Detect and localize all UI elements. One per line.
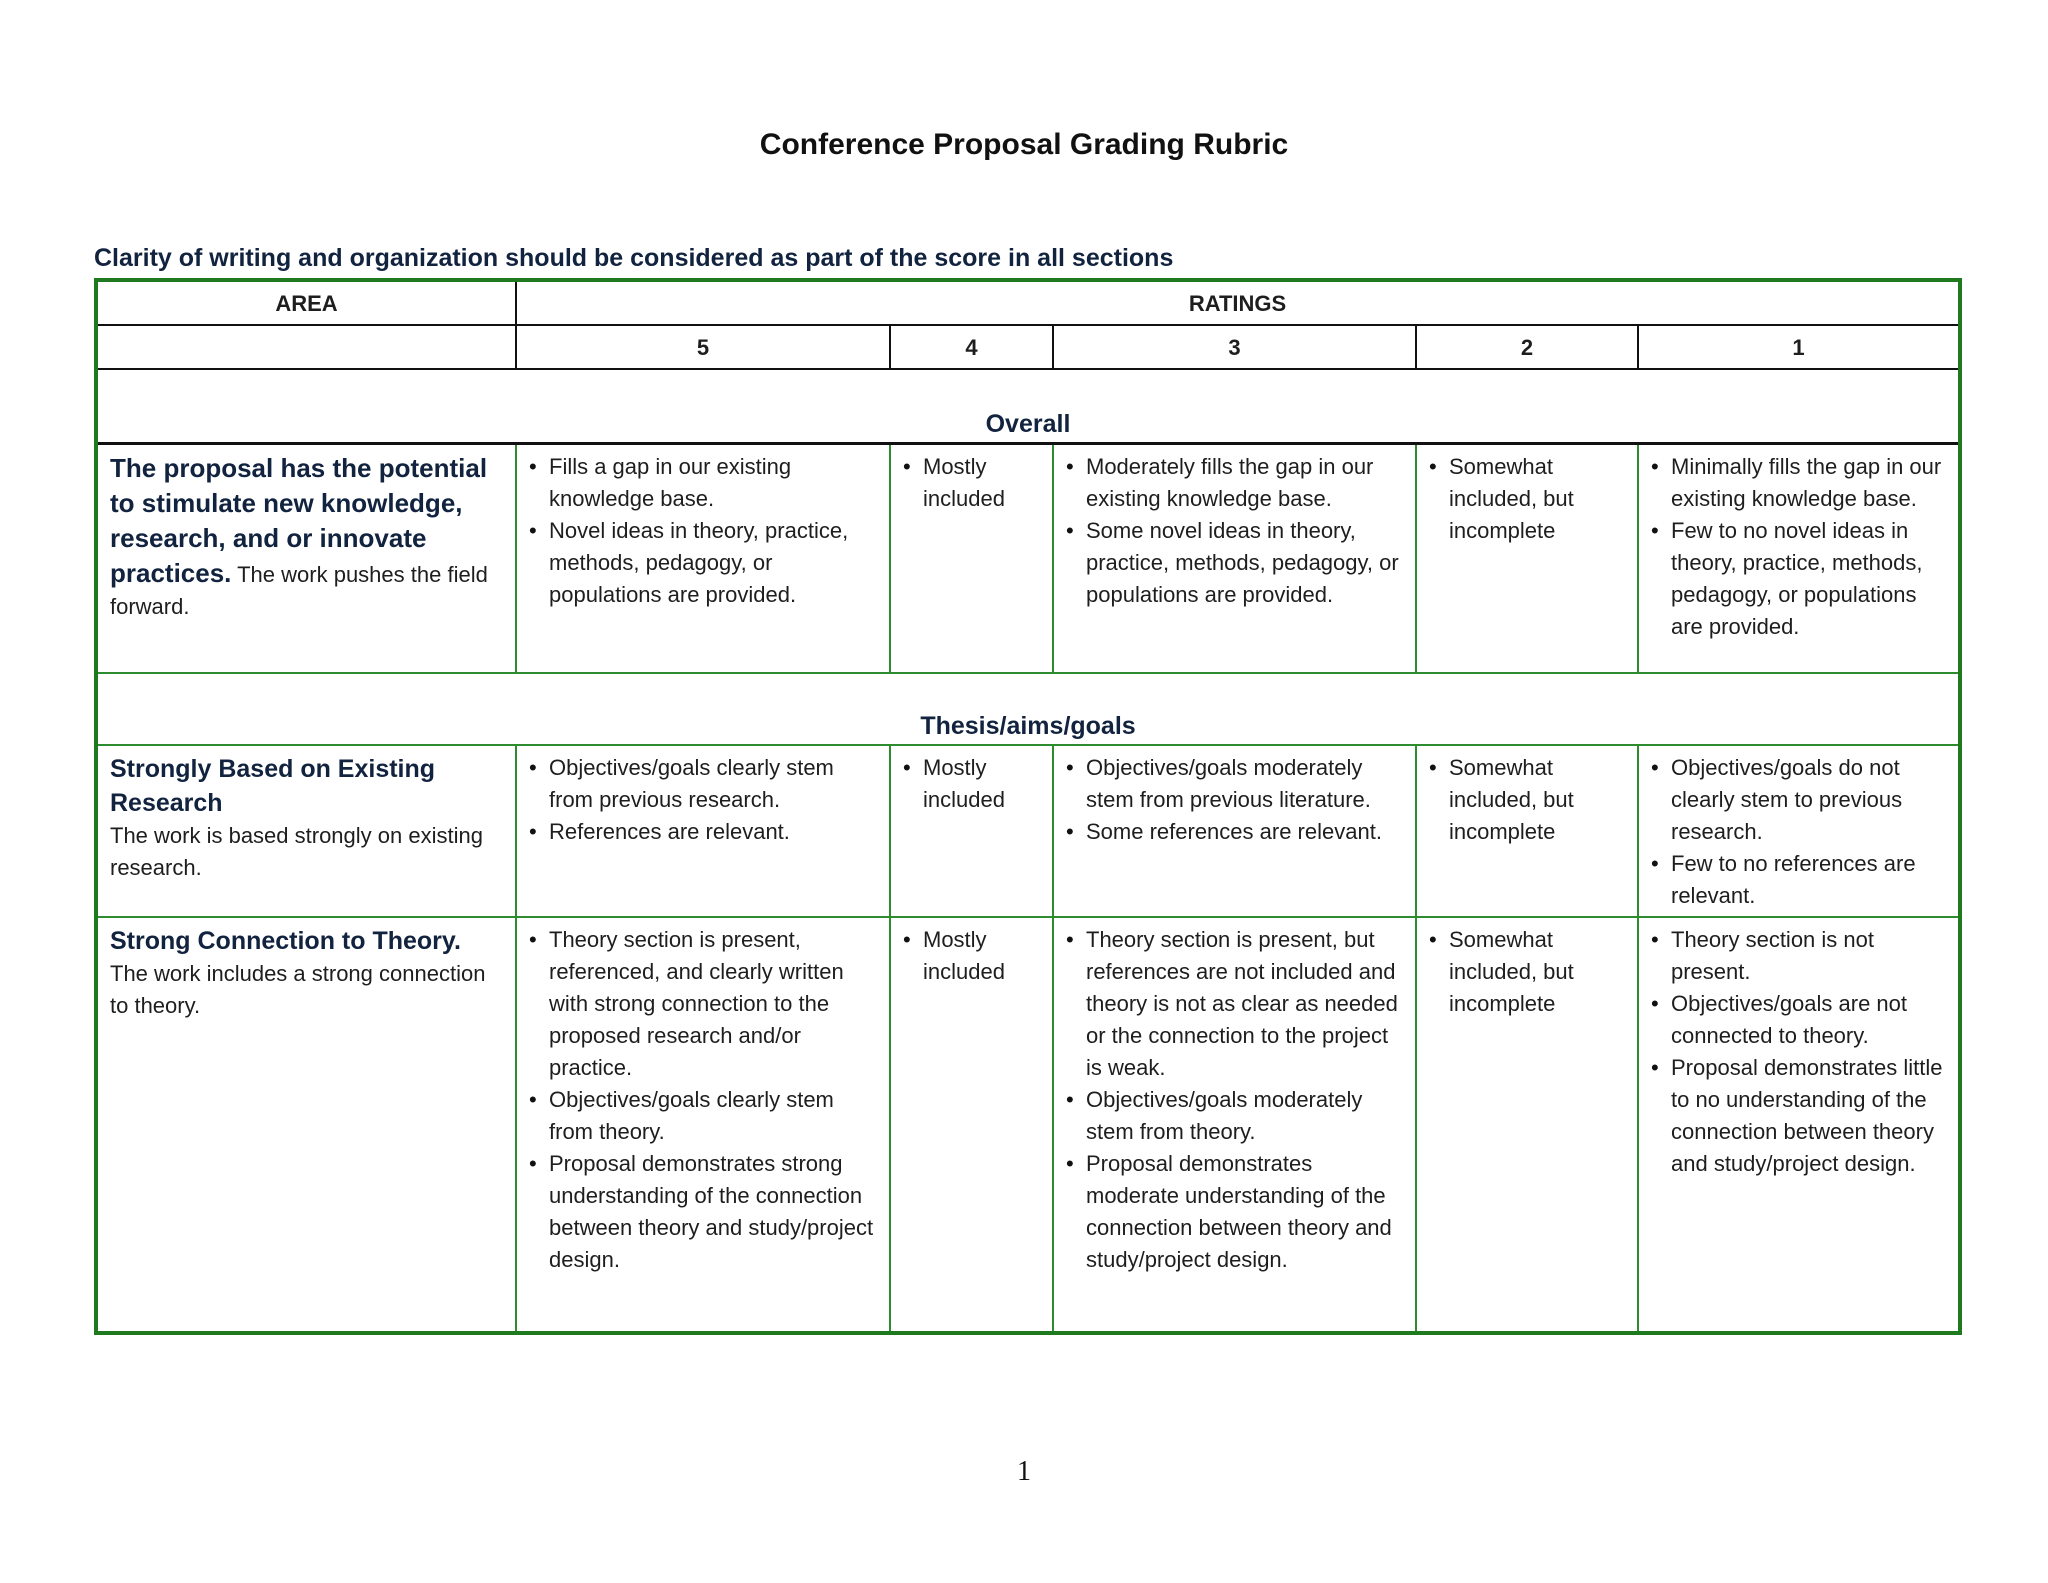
rating-3-cell — [1053, 745, 1416, 917]
list-item: • Theory section is present, but references are not included and theory is not as clear as needed or the connection to the project is weak. — [1086, 924, 1403, 1084]
list-item: • Objectives/goals moderately stem from theory. — [1086, 1084, 1403, 1148]
rating-1-cell — [1638, 443, 1960, 673]
area-title: Strong Connection to Theory. — [110, 927, 461, 955]
rating-3-cell — [1053, 917, 1416, 1333]
list-item: • Somewhat included, but incomplete — [1449, 924, 1625, 1020]
rating-4-cell — [890, 443, 1053, 673]
rubric-table — [94, 278, 1962, 1335]
header-row — [96, 280, 1960, 325]
list-item: • Fills a gap in our existing knowledge base. — [549, 451, 877, 515]
list-item: • Objectives/goals clearly stem from theory. — [549, 1084, 877, 1148]
list-item: • Mostly included — [923, 924, 1040, 988]
rating-4-cell — [890, 745, 1053, 917]
score-4: 4 — [890, 325, 1053, 369]
list-item: • Minimally fills the gap in our existing knowledge base. — [1671, 451, 1946, 515]
list-item: • Theory section is present, referenced, and clearly written with strong connection to the proposed research and/or practice. — [549, 924, 877, 1084]
section-title: Thesis/aims/goals — [96, 673, 1960, 745]
list-item: • Objectives/goals are not connected to theory. — [1671, 988, 1946, 1052]
rating-2-cell — [1416, 745, 1638, 917]
section-row-overall — [96, 369, 1960, 443]
list-item: • Few to no references are relevant. — [1671, 848, 1946, 912]
list-item: • Proposal demonstrates strong understanding of the connection between theory and study/project design. — [549, 1148, 877, 1276]
section-row-thesis — [96, 673, 1960, 745]
list-item: • Proposal demonstrates moderate understanding of the connection between theory and study/project design. — [1086, 1148, 1403, 1276]
rating-4-cell — [890, 917, 1053, 1333]
list-item: • Somewhat included, but incomplete — [1449, 752, 1625, 848]
score-1: 1 — [1638, 325, 1960, 369]
ratings-header: RATINGS — [516, 280, 1960, 325]
area-title: Strongly Based on Existing Research — [110, 755, 436, 817]
list-item: • Objectives/goals moderately stem from previous literature. — [1086, 752, 1403, 816]
score-2: 2 — [1416, 325, 1638, 369]
area-description: The work includes a strong connection to theory. — [110, 961, 486, 1018]
score-row — [96, 325, 1960, 369]
area-description: The work is based strongly on existing research. — [110, 823, 483, 880]
list-item: • Moderately fills the gap in our existing knowledge base. — [1086, 451, 1403, 515]
list-item: • Few to no novel ideas in theory, practice, methods, pedagogy, or populations are provided. — [1671, 515, 1946, 643]
table-row — [96, 917, 1960, 1333]
area-header: AREA — [96, 280, 516, 325]
section-title: Overall — [96, 369, 1960, 443]
table-row — [96, 745, 1960, 917]
rating-1-cell — [1638, 917, 1960, 1333]
area-cell — [96, 745, 516, 917]
list-item: • Some references are relevant. — [1086, 816, 1403, 848]
rating-5-cell — [516, 917, 890, 1333]
rating-5-cell — [516, 443, 890, 673]
page-number: 1 — [1017, 1456, 1031, 1487]
score-5: 5 — [516, 325, 890, 369]
table-row — [96, 443, 1960, 673]
rating-2-cell — [1416, 917, 1638, 1333]
page-title: Conference Proposal Grading Rubric — [759, 128, 1289, 161]
area-description: The work pushes the field forward. — [110, 561, 488, 619]
list-item: • Objectives/goals clearly stem from previous research. — [549, 752, 877, 816]
list-item: • Somewhat included, but incomplete — [1449, 451, 1625, 547]
rating-1-cell — [1638, 745, 1960, 917]
area-cell — [96, 443, 516, 673]
list-item: • Proposal demonstrates little to no understanding of the connection between theory and study/project design. — [1671, 1052, 1946, 1180]
list-item: • References are relevant. — [549, 816, 877, 848]
list-item: • Mostly included — [923, 752, 1040, 816]
area-title: The proposal has the potential to stimulate new knowledge, research, and or innovate practices. — [110, 452, 488, 588]
rating-2-cell — [1416, 443, 1638, 673]
list-item: • Mostly included — [923, 451, 1040, 515]
list-item: • Novel ideas in theory, practice, methods, pedagogy, or populations are provided. — [549, 515, 877, 611]
rating-5-cell — [516, 745, 890, 917]
area-cell — [96, 917, 516, 1333]
list-item: • Objectives/goals do not clearly stem to previous research. — [1671, 752, 1946, 848]
list-item: • Some novel ideas in theory, practice, methods, pedagogy, or populations are provided. — [1086, 515, 1403, 611]
score-3: 3 — [1053, 325, 1416, 369]
rating-3-cell — [1053, 443, 1416, 673]
list-item: • Theory section is not present. — [1671, 924, 1946, 988]
clarity-note: Clarity of writing and organization should be considered as part of the score in all sections — [94, 244, 1174, 272]
